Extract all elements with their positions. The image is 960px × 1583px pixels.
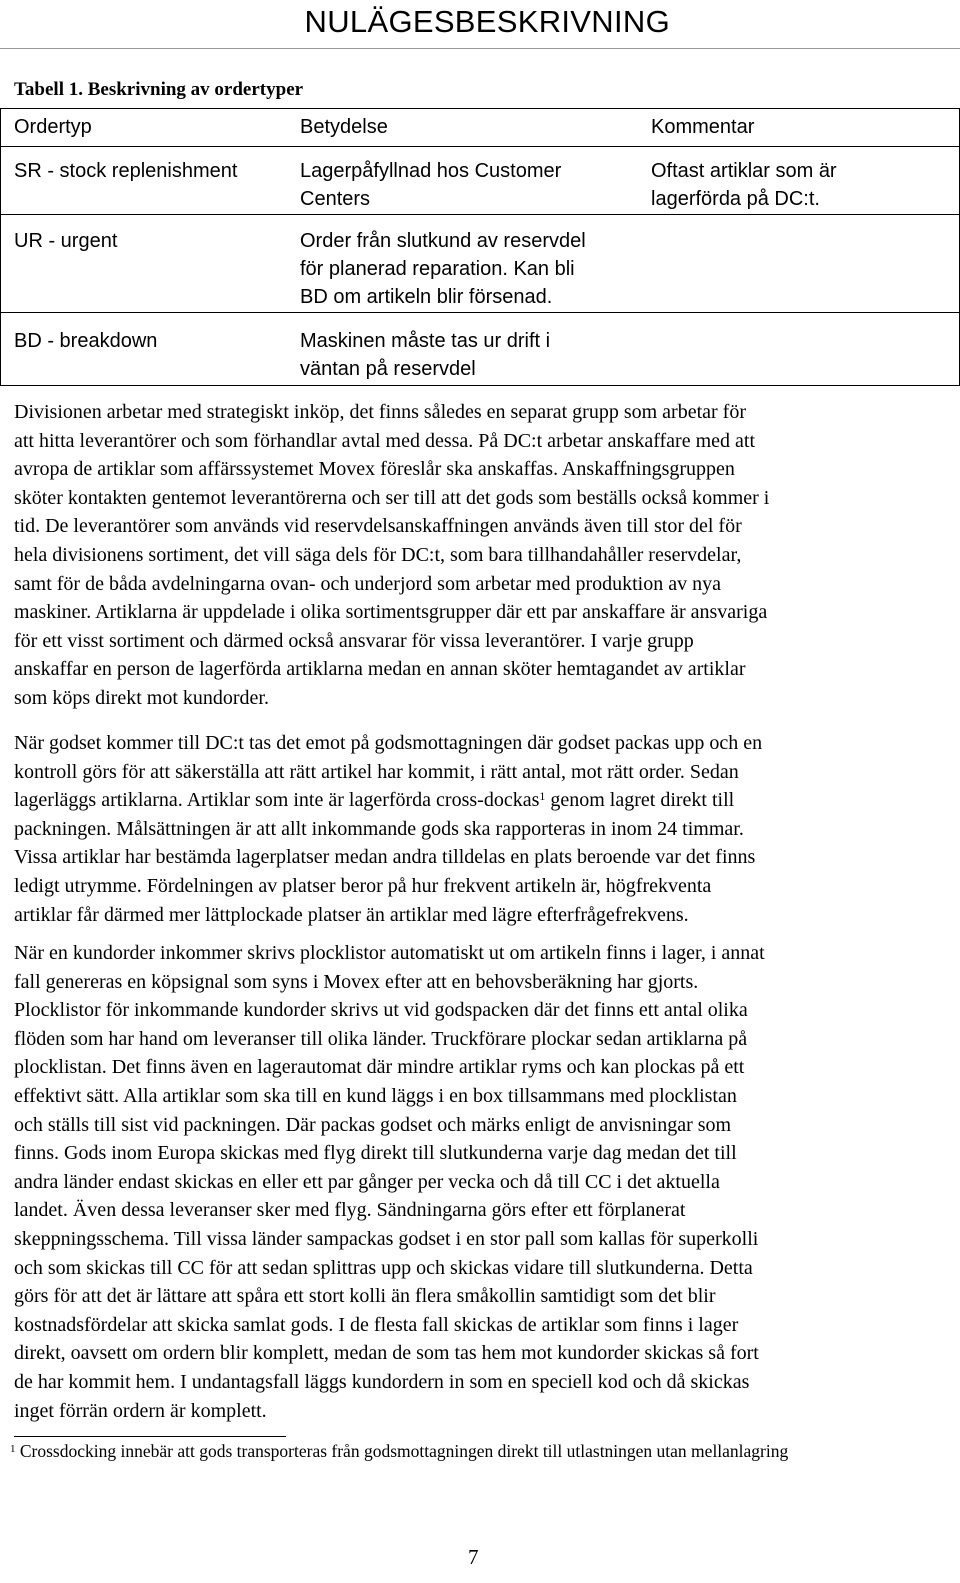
row-ur-meaning-line: Order från slutkund av reservdel (300, 230, 586, 252)
column-header-kommentar: Kommentar (651, 116, 755, 138)
row-sr-type: SR - stock replenishment (14, 160, 238, 182)
text-line: anskaffar en person de lagerförda artiklarna medan en annan sköter hemtagandet av artiklar (14, 658, 746, 681)
row-sr-meaning-line: Lagerpåfyllnad hos Customer (300, 160, 562, 182)
text-line: samt för de båda avdelningarna ovan- och underjord som arbetar med produktion av nya (14, 572, 721, 595)
order-types-table (0, 108, 960, 386)
text-line: Divisionen arbetar med strategiskt inköp, det finns således en separat grupp som arbetar för (14, 401, 747, 423)
text-line: kostnadsfördelar att skicka samlat gods. I de flesta fall skickas de artiklar som finns i lager (14, 1313, 739, 1336)
text-line: för ett visst sortiment och därmed också ansvarar för vissa leverantörer. I varje grupp (14, 629, 694, 652)
text-line: görs för att det är lättare att spåra ett stort kolli än flera småkollin samtidigt som det blir (14, 1285, 716, 1308)
table-rule (1, 146, 959, 147)
text-segment: genom lagret direkt till (545, 789, 735, 812)
row-ur-meaning (300, 227, 586, 311)
paragraph-customer-orders (14, 939, 949, 1425)
text-line: Vissa artiklar har bestämda lagerplatser medan andra tilldelas en plats beroende var det finns (14, 846, 756, 869)
row-ur-type: UR - urgent (14, 230, 118, 252)
column-header-ordertyp: Ordertyp (14, 116, 92, 138)
text-segment: lagerläggs artiklarna. Artiklar som inte är lagerförda cross-dockas (14, 789, 540, 812)
text-line: tid. De leverantörer som används vid reservdelsanskaffningen används även till stor del för (14, 515, 742, 538)
text-line: att hitta leverantörer och som förhandlar avtal med dessa. På DC:t arbetar anskaffare med att (14, 429, 756, 452)
text-line: och som skickas till CC för att sedan splittras upp och skickas vidare till slutkunderna. Detta (14, 1256, 753, 1279)
text-line: landet. Även dessa leveranser sker med flyg. Sändningarna görs efter ett förplanerat (14, 1199, 686, 1222)
row-ur-meaning-line: BD om artikeln blir försenad. (300, 286, 553, 308)
paragraph-strategic-purchasing (14, 398, 949, 713)
text-line: de har kommit hem. I undantagsfall läggs kundordern in som en speciell kod och då skickas (14, 1370, 750, 1393)
text-line: ledigt utrymme. Fördelningen av platser beror på hur frekvent artikeln är, högfrekventa (14, 874, 712, 897)
row-sr-comment-line: Oftast artiklar som är (651, 160, 837, 182)
text-line: fall genereras en köpsignal som syns i Movex efter att en behovsberäkning har gjorts. (14, 970, 699, 993)
text-line: direkt, oavsett om ordern blir komplett, medan de som tas hem mot kundorder skickas så fort (14, 1342, 759, 1365)
text-line: andra länder endast skickas en eller ett par gånger per vecka och då till CC i det aktuella (14, 1170, 720, 1193)
row-sr-meaning-line: Centers (300, 188, 371, 210)
text-line: packningen. Målsättningen är att allt inkommande gods ska rapporteras in inom 24 timmar. (14, 817, 744, 840)
text-line: När godset kommer till DC:t tas det emot på godsmottagningen där godset packas upp och en (14, 732, 763, 754)
footnote-divider (14, 1436, 286, 1437)
footnote-text: Crossdocking innebär att gods transporteras från godsmottagningen direkt till utlastningen utan mellanlagring (15, 1441, 789, 1461)
text-line: som köps direkt mot kundorder. (14, 686, 269, 709)
text-line: sköter kontakten gentemot leverantörerna och ser till att det gods som beställs också kommer i (14, 486, 770, 509)
text-line: kontroll görs för att säkerställa att rätt artikel har kommit, i rätt antal, mot rätt order. Sedan (14, 760, 739, 783)
row-ur-meaning-line: för planerad reparation. Kan bli (300, 258, 575, 280)
row-bd-meaning (300, 327, 550, 383)
row-sr-comment (651, 157, 837, 213)
table-rule (1, 214, 959, 215)
text-line: hela divisionens sortiment, det vill säga dels för DC:t, som bara tillhandahåller reservdelar, (14, 543, 742, 566)
text-line: flöden som har hand om leveranser till olika länder. Truckförare plockar sedan artiklarna på (14, 1027, 748, 1050)
row-sr-meaning (300, 157, 561, 213)
text-line: skeppningsschema. Till vissa länder sampackas godset i en stor pall som kallas för superkolli (14, 1227, 759, 1250)
paragraph-goods-receiving (14, 729, 949, 929)
text-line: inget förrän ordern är komplett. (14, 1399, 267, 1422)
row-bd-meaning-line: Maskinen måste tas ur drift i (300, 330, 551, 352)
footnote (10, 1439, 788, 1463)
footnote-reference[interactable]: 1 (539, 789, 546, 804)
text-line: finns. Gods inom Europa skickas med flyg direkt till slutkunderna varje dag medan det till (14, 1142, 737, 1165)
footnote-marker: 1 (10, 1443, 16, 1455)
page-number: 7 (468, 1545, 479, 1569)
row-sr-comment-line: lagerförda på DC:t. (651, 188, 820, 210)
page-header-title: NULÄGESBESKRIVNING (304, 4, 670, 39)
text-line: plocklistan. Det finns även en lagerautomat där mindre artiklar ryms och kan plockas på ett (14, 1056, 745, 1079)
header-divider (0, 48, 960, 49)
text-line: När en kundorder inkommer skrivs plocklistor automatiskt ut om artikeln finns i lager, i annat (14, 942, 765, 964)
table-rule (1, 312, 959, 313)
row-bd-type: BD - breakdown (14, 330, 158, 352)
text-line: och ställs till sist vid packningen. Där packas godset och märks enligt de anvisningar som (14, 1113, 732, 1136)
table-caption: Tabell 1. Beskrivning av ordertyper (14, 79, 304, 100)
text-line: maskiner. Artiklarna är uppdelade i olika sortimentsgrupper där ett par anskaffare är ansvariga (14, 601, 768, 624)
text-line: effektivt sätt. Alla artiklar som ska till en kund läggs i en box tillsammans med plocklistan (14, 1084, 737, 1107)
text-line: Plocklistor för inkommande kundorder skrivs ut vid godspacken där det finns ett antal olika (14, 999, 748, 1022)
row-bd-meaning-line: väntan på reservdel (300, 358, 476, 380)
column-header-betydelse: Betydelse (300, 116, 388, 138)
text-line (14, 786, 949, 815)
text-line: avropa de artiklar som affärssystemet Movex föreslår ska anskaffas. Anskaffningsgruppen (14, 458, 735, 481)
text-line: artiklar får därmed mer lättplockade platser än artiklar med lägre efterfrågefrekvens. (14, 903, 689, 926)
